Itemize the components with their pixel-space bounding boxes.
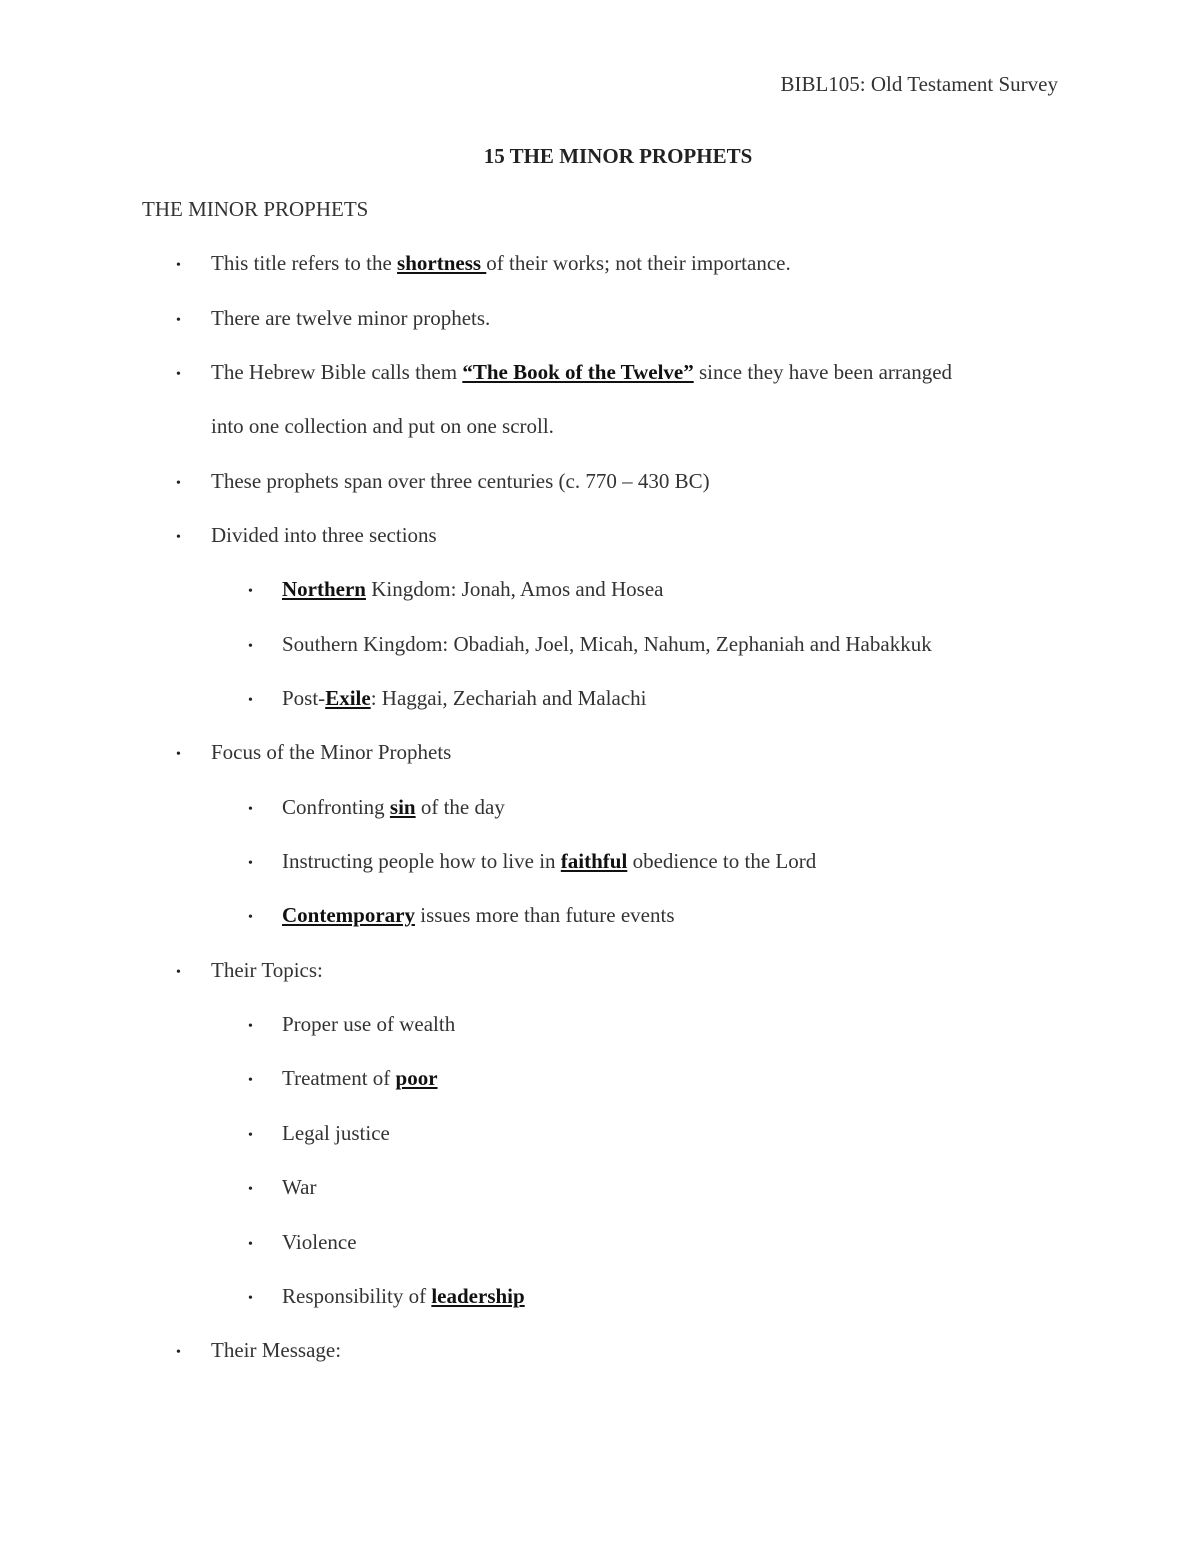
bullet-icon: • <box>176 313 181 328</box>
bullet-icon: • <box>248 802 253 817</box>
sub-list-item: War <box>282 1175 317 1199</box>
key-term: Northern <box>282 577 366 601</box>
bullet-icon: • <box>176 747 181 762</box>
key-term: shortness <box>397 251 487 275</box>
key-term: sin <box>389 795 416 819</box>
list-item: The Hebrew Bible calls them “The Book of the Twelve” since they have been arranged <box>211 360 953 384</box>
sub-list-item: Instructing people how to live in faithful obedience to the Lord <box>282 849 817 873</box>
list-item: Focus of the Minor Prophets <box>211 740 452 764</box>
page-title: 15 THE MINOR PROPHETS <box>483 144 753 168</box>
bullet-icon: • <box>176 258 181 273</box>
sub-list-item: Responsibility of leadership <box>282 1284 525 1308</box>
list-item: There are twelve minor prophets. <box>211 306 491 330</box>
bullet-icon: • <box>248 1237 253 1252</box>
bullet-icon: • <box>248 1128 253 1143</box>
bullet-icon: • <box>248 693 253 708</box>
bullet-icon: • <box>248 856 253 871</box>
bullet-icon: • <box>248 910 253 925</box>
sub-list-item: Contemporary issues more than future events <box>282 903 675 927</box>
sub-list-item: Confronting sin of the day <box>282 795 505 819</box>
key-term: leadership <box>431 1284 525 1308</box>
bullet-icon: • <box>176 1345 181 1360</box>
key-term: Contemporary <box>282 903 415 927</box>
list-item: Their Message: <box>211 1338 342 1362</box>
sub-list-item: Southern Kingdom: Obadiah, Joel, Micah, Nahum, Zephaniah and Habakkuk <box>282 632 932 656</box>
bullet-icon: • <box>248 584 253 599</box>
bullet-icon: • <box>248 1073 253 1088</box>
bullet-icon: • <box>248 639 253 654</box>
list-item: This title refers to the shortness of their works; not their importance. <box>211 251 791 275</box>
key-term: faithful <box>560 849 628 873</box>
key-term: poor <box>395 1066 438 1090</box>
sub-list-item: Proper use of wealth <box>282 1012 456 1036</box>
list-item: These prophets span over three centuries (c. 770 – 430 BC) <box>211 469 710 493</box>
bullet-icon: • <box>248 1019 253 1034</box>
key-term: Exile <box>325 686 371 710</box>
bullet-icon: • <box>176 367 181 382</box>
bullet-icon: • <box>176 530 181 545</box>
bullet-icon: • <box>248 1291 253 1306</box>
sub-list-item: Treatment of poor <box>282 1066 438 1090</box>
bullet-icon: • <box>176 476 181 491</box>
list-item: Their Topics: <box>211 958 323 982</box>
section-heading: THE MINOR PROPHETS <box>142 197 369 221</box>
sub-list-item: Legal justice <box>282 1121 390 1145</box>
course-header: BIBL105: Old Testament Survey <box>780 72 1058 96</box>
list-item-continuation: into one collection and put on one scroll. <box>211 414 554 438</box>
bullet-icon: • <box>248 1182 253 1197</box>
bullet-icon: • <box>176 965 181 980</box>
list-item: Divided into three sections <box>211 523 437 547</box>
sub-list-item: Violence <box>282 1230 357 1254</box>
sub-list-item: Northern Kingdom: Jonah, Amos and Hosea <box>282 577 664 601</box>
key-term: “The Book of the Twelve” <box>462 360 694 384</box>
sub-list-item: Post-Exile: Haggai, Zechariah and Malachi <box>282 686 647 710</box>
